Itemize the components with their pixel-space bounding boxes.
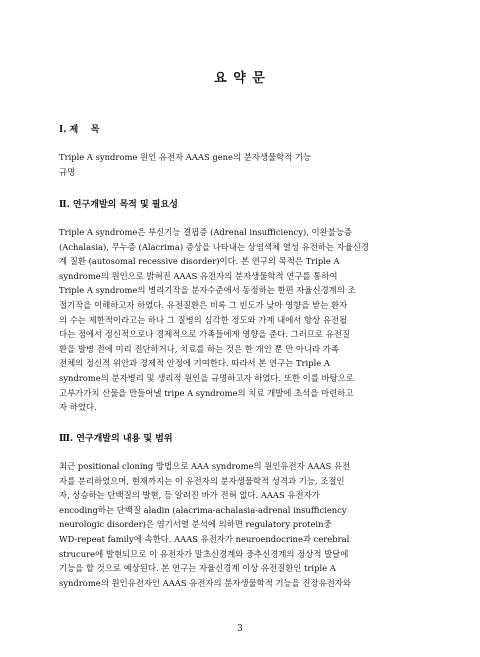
text-line: WD-repeat family에 속한다. AAAS 유전자가 neuroendocrine과 cerebral	[59, 533, 350, 544]
text-line: 고부가가치 산물을 만들어낼 tripe A syndrome의 치료 개발에 초석을 마련하고	[59, 387, 354, 398]
section-heading-purpose: Ⅱ. 연구개발의 목적 및 필요성	[59, 200, 178, 210]
text-line: 환을 발병 전에 미리 진단하거나, 치료를 하는 것은 한 개인 뿐 만 아니라 가족	[59, 343, 339, 354]
page-number: 3	[237, 624, 243, 634]
text-line: 절기작을 이해하고자 하였다. 유전질환은 비록 그 빈도가 낮아 영향을 받는 환자	[59, 299, 348, 310]
text-line: 다는 점에서 정신적으로나 경제적으로 가족들에게 영향을 준다. 그러므로 유전질	[59, 329, 350, 340]
section-heading-content: Ⅲ. 연구개발의 내용 및 범위	[59, 434, 173, 444]
text-line: 자, 상승하는 단백질의 발현, 등 알려진 바가 전혀 없다. AAAS 유전자가	[59, 490, 320, 501]
text-line: 최근 positional cloning 방법으로 AAA syndrome의 원인유전자 AAAS 유전	[59, 461, 351, 471]
text-line: strucure에 발현되므로 이 유전자가 말초신경계와 중추신경계의 정상적 발달에	[59, 548, 349, 559]
text-line: neurologic disorder)은 염기서열 분석에 의하면 regulatory protein중	[59, 519, 332, 530]
text-line: 자 하였다.	[59, 402, 97, 413]
text-line: 기능을 할 것으로 예상된다. 본 연구는 자율신경계 이상 유전질환인 triple A	[59, 563, 336, 574]
text-line: 자를 분리하였으며, 현재까지는 이 유전자의 분자생물학적 성격과 기능, 조절인	[59, 475, 345, 486]
text-line: 규명	[59, 166, 76, 177]
text-line: Triple A syndrome 원인 유전자 AAAS gene의 분자생물학적 기능	[59, 152, 312, 162]
text-line: syndrome의 원인으로 밝혀진 AAAS 유전자의 분자생물학적 연구를 통하여	[59, 270, 338, 281]
text-line: 의 수는 제한적이라고는 하나 그 질병의 심각한 정도와 가계 내에서 항상 유전될	[59, 314, 348, 325]
text-line: Triple A syndrome의 병리기작을 분자수준에서 동정하는 한편 자율신경계의 조	[59, 285, 356, 296]
text-line: syndrome의 분자병리 및 생리적 원인을 규명하고자 하였다. 또한 이를 바탕으로	[59, 372, 354, 383]
text-line: (Achalasia), 무누증 (Alacrima) 증상을 나타내는 상염색체 열성 유전하는 자율신경	[59, 241, 369, 252]
section-content-body	[59, 459, 431, 590]
section-heading-title: Ⅰ. 제 목	[59, 125, 100, 135]
section-title-body	[59, 150, 431, 179]
text-line: syndrome의 원인유전자인 AAAS 유전자의 분자생물학적 기능을 진장유전자와	[59, 577, 351, 588]
text-line: encoding하는 단백질 aladin (alacrima-achalasia-adrenal insufficiency	[59, 504, 347, 515]
page-title: 요 약 문	[214, 71, 266, 86]
text-line: 전체의 정신적 위안과 경제적 안정에 기여한다. 따라서 본 연구는 Triple A	[59, 358, 330, 369]
text-line: 계 질환 (autosomal recessive disorder)이다. 본 연구의 목적은 Triple A	[59, 256, 340, 267]
text-line: Triple A syndrome은 부신기능 결핍증 (Adrenal insufficiency), 이완불능증	[59, 227, 353, 237]
section-purpose-body	[59, 225, 431, 415]
